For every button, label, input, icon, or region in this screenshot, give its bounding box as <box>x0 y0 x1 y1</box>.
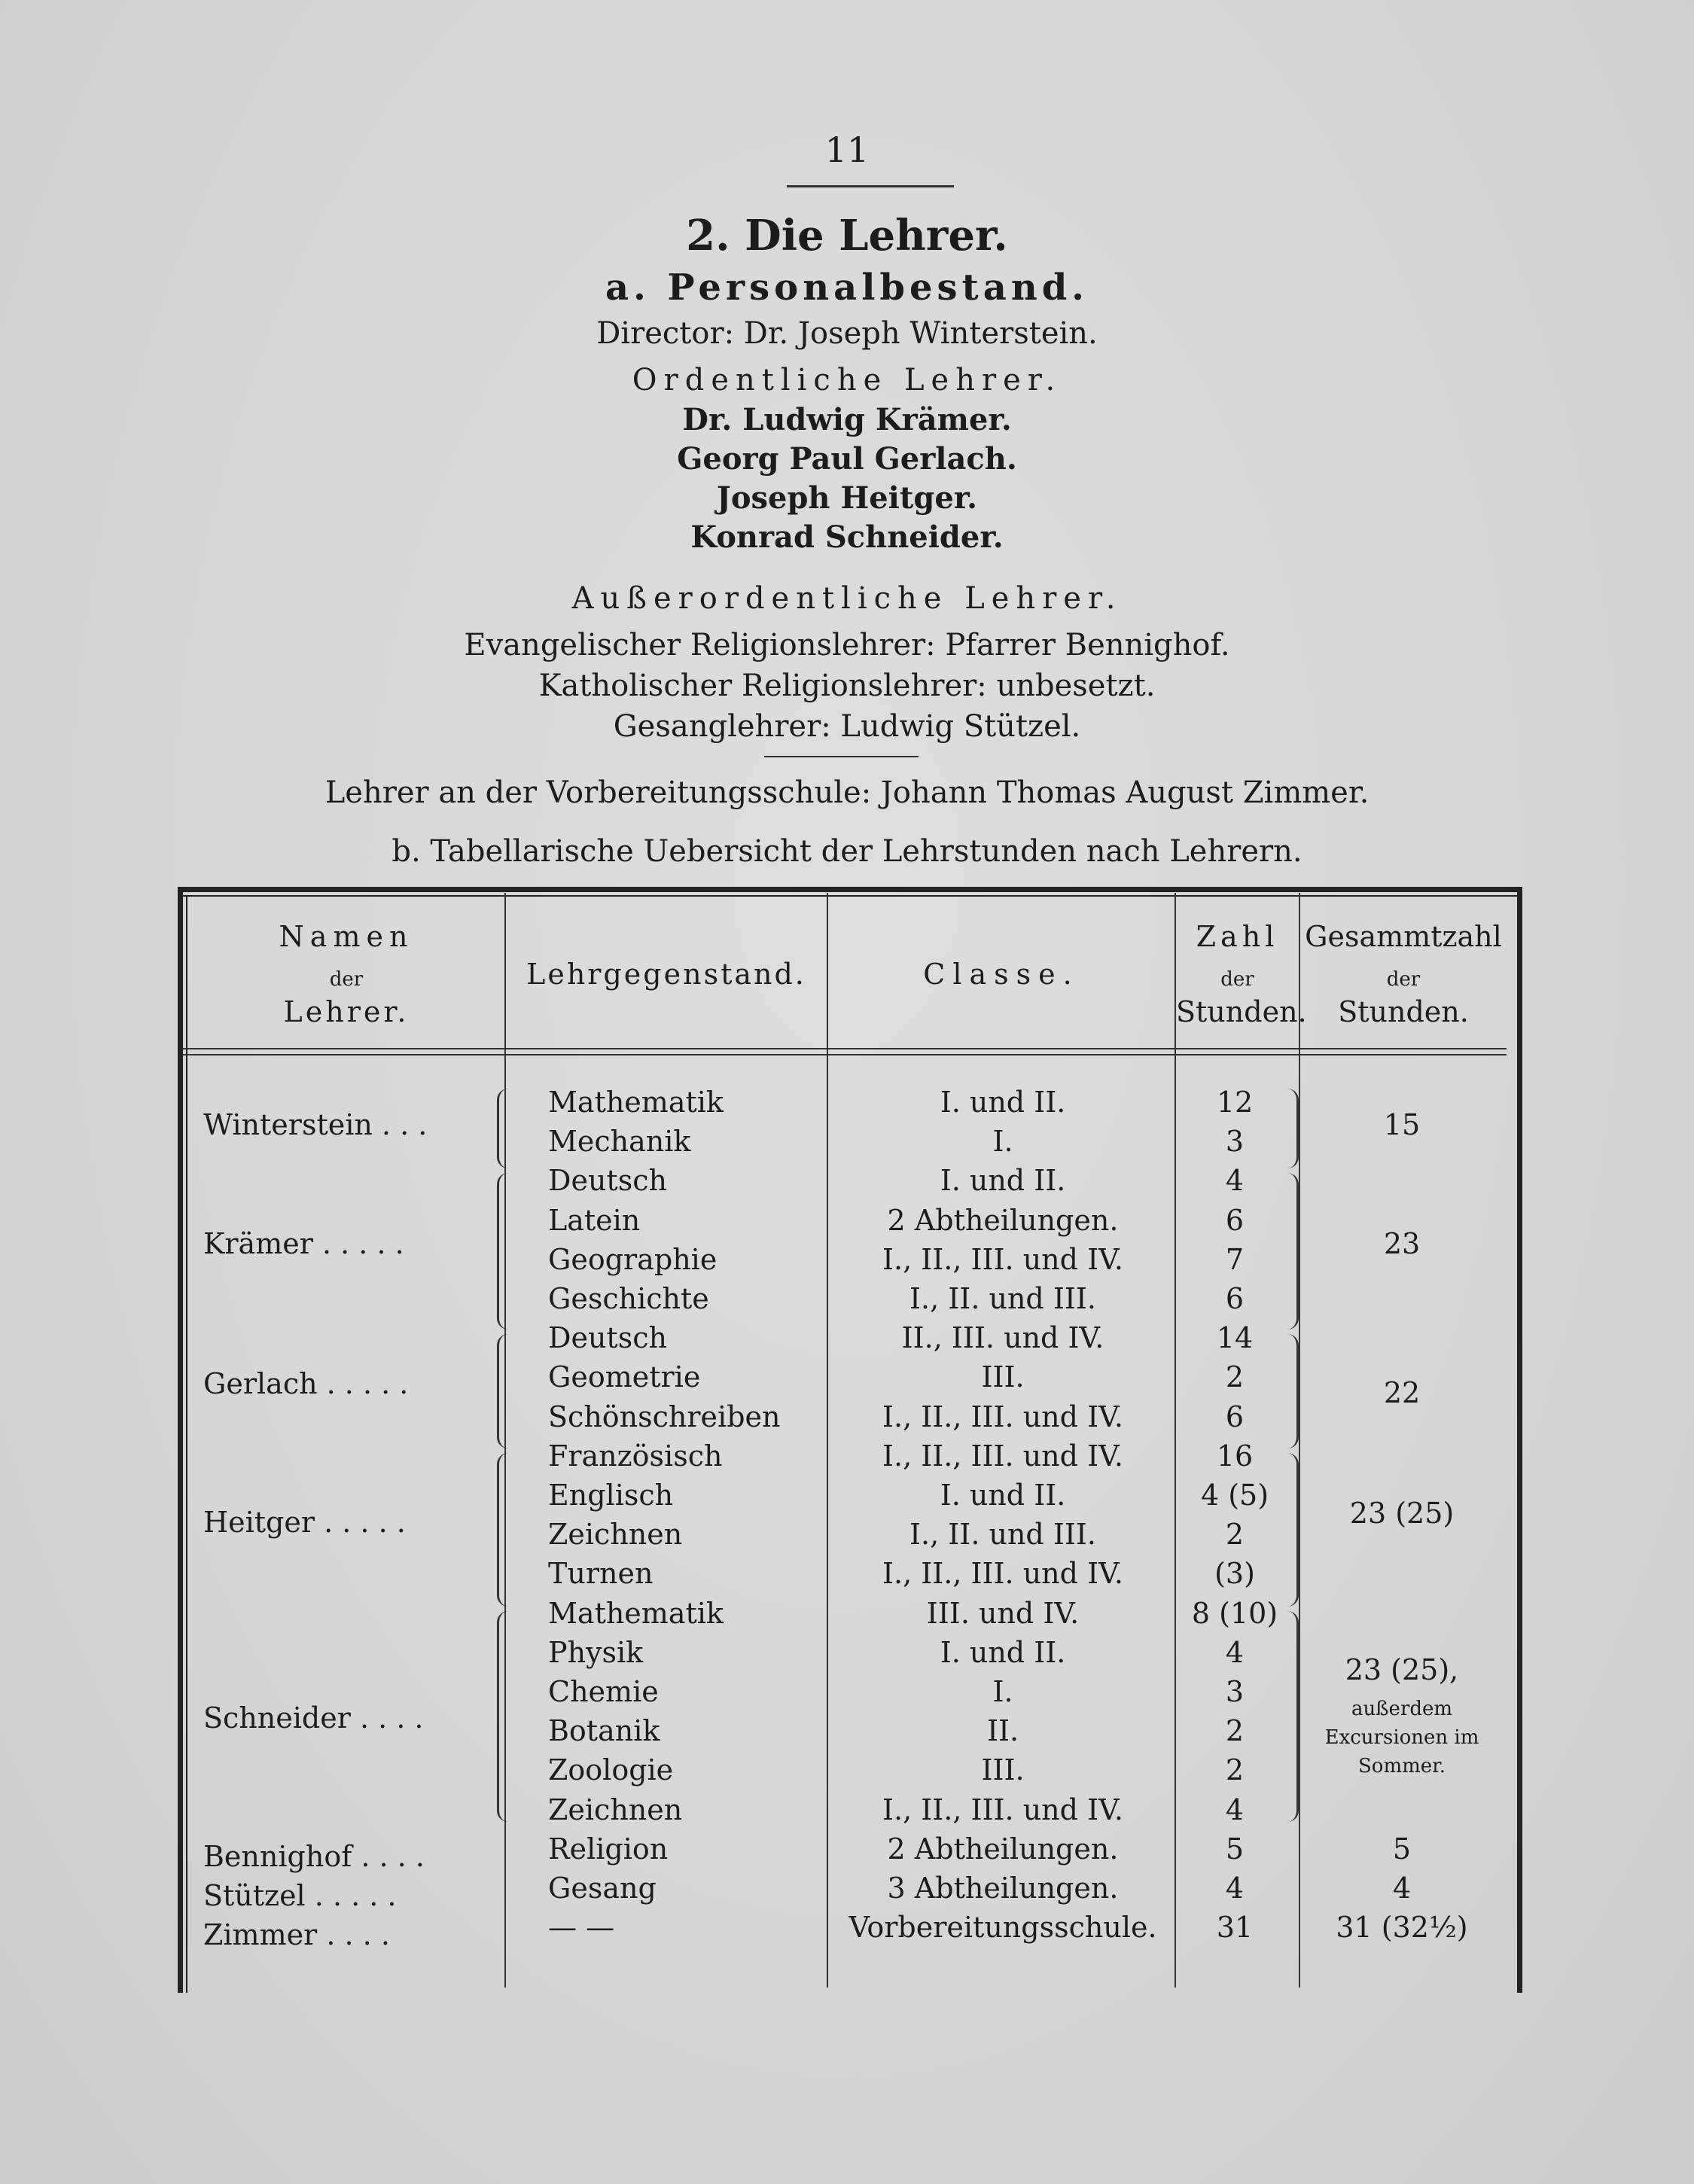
teacher-total: 23 (25) <box>1349 1497 1455 1530</box>
class-cell: I., II., III. und IV. <box>882 1243 1123 1276</box>
subject-cell: — — <box>548 1911 615 1944</box>
hours-cell: 4 <box>1225 1636 1245 1669</box>
class-cell: I., II., III. und IV. <box>882 1557 1123 1590</box>
hours-cell: 3 <box>1225 1125 1245 1158</box>
hours-cell: 6 <box>1225 1282 1245 1315</box>
hours-cell: 6 <box>1225 1400 1245 1433</box>
subject-cell: Mathematik <box>548 1597 724 1630</box>
header-class: Classe. <box>923 958 1080 991</box>
header-total-2: der <box>1386 968 1421 991</box>
subject-cell: Schönschreiben <box>548 1400 781 1433</box>
teacher-total: 22 <box>1383 1376 1421 1409</box>
left-brace <box>497 1089 508 1168</box>
hours-cell: 4 (5) <box>1200 1479 1269 1512</box>
class-cell: 2 Abtheilungen. <box>887 1832 1119 1866</box>
teacher-total: 23 (25), <box>1345 1653 1459 1686</box>
subject-cell: Gesang <box>548 1872 657 1905</box>
ausserordentlicher-lehrer-3: Gesanglehrer: Ludwig Stützel. <box>613 709 1081 744</box>
class-cell: I., II., III. und IV. <box>882 1793 1123 1826</box>
hours-cell: (3) <box>1214 1557 1255 1590</box>
header-hours-1: Zahl <box>1196 920 1279 953</box>
teacher-total: 5 <box>1392 1832 1412 1866</box>
hours-cell: 4 <box>1225 1872 1245 1905</box>
subject-cell: Mechanik <box>548 1125 691 1158</box>
teacher-name: Heitger . . . . . <box>203 1506 406 1539</box>
left-brace <box>497 1173 508 1330</box>
hours-cell: 31 <box>1216 1911 1254 1944</box>
class-cell: Vorbereitungsschule. <box>849 1911 1157 1944</box>
ordentlicher-lehrer-3: Joseph Heitger. <box>716 480 978 516</box>
teacher-total-note: außerdem <box>1351 1698 1453 1720</box>
subject-cell: Englisch <box>548 1479 674 1512</box>
top-rule <box>787 185 954 187</box>
left-brace <box>497 1334 508 1448</box>
header-name-2: der <box>329 968 364 991</box>
subject-cell: Französisch <box>548 1439 723 1473</box>
subsection-a-title: a. Personalbestand. <box>605 267 1089 309</box>
ausserordentlicher-lehrer-1: Evangelischer Religionslehrer: Pfarrer Bennighof. <box>464 628 1230 663</box>
teacher-name: Schneider . . . . <box>203 1701 424 1735</box>
ordentlicher-lehrer-2: Georg Paul Gerlach. <box>677 441 1017 477</box>
ordentlicher-lehrer-4: Konrad Schneider. <box>690 519 1004 555</box>
teacher-total-note: Excursionen im <box>1324 1726 1479 1749</box>
header-subject: Lehrgegenstand. <box>526 958 806 991</box>
ordentliche-heading: Ordentliche Lehrer. <box>632 363 1062 398</box>
teacher-total-note: Sommer. <box>1358 1755 1446 1777</box>
class-cell: III. und IV. <box>926 1597 1080 1630</box>
subject-cell: Botanik <box>548 1714 660 1747</box>
teacher-total: 15 <box>1383 1108 1421 1141</box>
class-cell: I. <box>992 1125 1013 1158</box>
class-cell: I., II., III. und IV. <box>882 1439 1123 1473</box>
vorbereitung-line: Lehrer an der Vorbereitungsschule: Johann Thomas August Zimmer. <box>324 775 1370 810</box>
class-cell: 2 Abtheilungen. <box>887 1204 1119 1237</box>
ordentlicher-lehrer-1: Dr. Ludwig Krämer. <box>682 402 1012 437</box>
teacher-total: 31 (32½) <box>1336 1911 1468 1944</box>
subject-cell: Deutsch <box>548 1321 667 1354</box>
subject-cell: Geographie <box>548 1243 718 1276</box>
subject-cell: Turnen <box>548 1557 654 1590</box>
hours-cell: 4 <box>1225 1164 1245 1197</box>
hours-cell: 5 <box>1225 1832 1245 1866</box>
class-cell: I., II., III. und IV. <box>882 1400 1123 1433</box>
hours-cell: 12 <box>1216 1086 1254 1119</box>
header-total-1: Gesammtzahl <box>1305 920 1502 953</box>
left-brace <box>497 1453 508 1607</box>
teacher-total: 4 <box>1392 1872 1412 1905</box>
class-cell: I. und II. <box>940 1086 1066 1119</box>
class-cell: 3 Abtheilungen. <box>887 1872 1119 1905</box>
ausserordentliche-heading: Außerordentliche Lehrer. <box>571 581 1123 616</box>
class-cell: I., II. und III. <box>909 1282 1096 1315</box>
director-line: Director: Dr. Joseph Winterstein. <box>596 316 1098 351</box>
subject-cell: Zeichnen <box>548 1518 683 1551</box>
subject-cell: Zeichnen <box>548 1793 683 1826</box>
subsection-b-title: b. Tabellarische Uebersicht der Lehrstunden nach Lehrern. <box>392 834 1302 869</box>
middle-rule <box>764 756 919 757</box>
teacher-name: Zimmer . . . . <box>203 1918 390 1951</box>
header-total-3: Stunden. <box>1338 995 1469 1028</box>
hours-cell: 14 <box>1216 1321 1254 1354</box>
left-brace <box>497 1611 508 1822</box>
teacher-name: Gerlach . . . . . <box>203 1367 409 1400</box>
subject-cell: Geschichte <box>548 1282 709 1315</box>
teacher-name: Winterstein . . . <box>203 1108 428 1141</box>
subject-cell: Religion <box>548 1832 669 1866</box>
teacher-total: 23 <box>1383 1227 1421 1260</box>
subject-cell: Mathematik <box>548 1086 724 1119</box>
teacher-name: Stützel . . . . . <box>203 1879 397 1912</box>
subject-cell: Physik <box>548 1636 644 1669</box>
hours-cell: 7 <box>1225 1243 1245 1276</box>
header-name-1: Namen <box>279 920 414 953</box>
hours-cell: 2 <box>1225 1518 1245 1551</box>
subject-cell: Zoologie <box>548 1753 674 1786</box>
header-hours-3: Stunden. <box>1176 995 1307 1028</box>
class-cell: III. <box>981 1360 1025 1394</box>
section-title: 2. Die Lehrer. <box>686 211 1008 260</box>
class-cell: III. <box>981 1753 1025 1786</box>
teacher-name: Bennighof . . . . <box>203 1840 425 1873</box>
hours-cell: 8 (10) <box>1191 1597 1278 1630</box>
column-divider-4 <box>1299 893 1300 1988</box>
hours-cell: 2 <box>1225 1714 1245 1747</box>
hours-cell: 4 <box>1225 1793 1245 1826</box>
header-name-3: Lehrer. <box>283 995 410 1028</box>
class-cell: II. <box>986 1714 1019 1747</box>
page-number: 11 <box>824 129 870 170</box>
class-cell: I. und II. <box>940 1636 1066 1669</box>
hours-cell: 6 <box>1225 1204 1245 1237</box>
subject-cell: Latein <box>548 1204 641 1237</box>
subject-cell: Chemie <box>548 1675 659 1708</box>
class-cell: I. und II. <box>940 1479 1066 1512</box>
hours-cell: 3 <box>1225 1675 1245 1708</box>
hours-cell: 2 <box>1225 1360 1245 1394</box>
header-hours-2: der <box>1220 968 1254 991</box>
ausserordentlicher-lehrer-2: Katholischer Religionslehrer: unbesetzt. <box>538 669 1156 703</box>
class-cell: I. <box>992 1675 1013 1708</box>
hours-cell: 16 <box>1216 1439 1254 1473</box>
subject-cell: Geometrie <box>548 1360 701 1394</box>
header-rule-2 <box>183 1054 1507 1055</box>
teacher-name: Krämer . . . . . <box>203 1227 404 1260</box>
subject-cell: Deutsch <box>548 1164 667 1197</box>
class-cell: II., III. und IV. <box>901 1321 1104 1354</box>
class-cell: I., II. und III. <box>909 1518 1096 1551</box>
hours-cell: 2 <box>1225 1753 1245 1786</box>
class-cell: I. und II. <box>940 1164 1066 1197</box>
header-rule-1 <box>183 1048 1507 1049</box>
